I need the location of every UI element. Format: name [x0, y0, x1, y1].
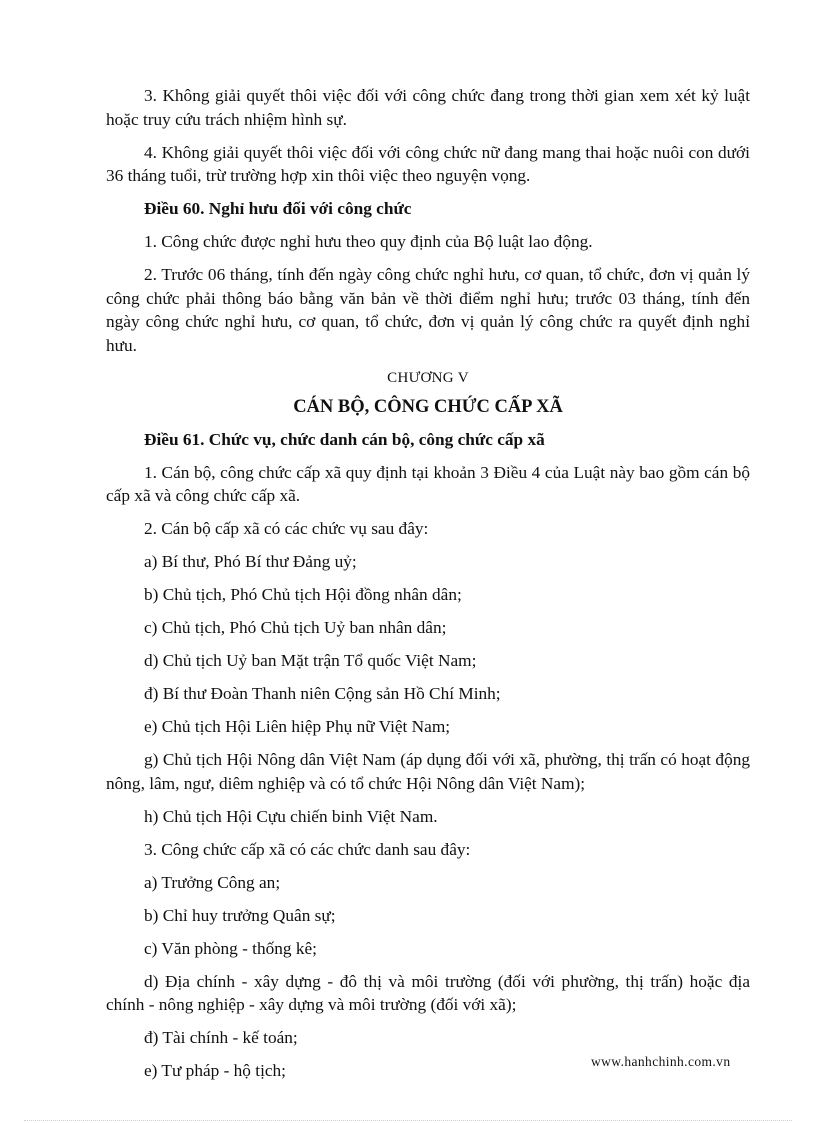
list-item: e) Chủ tịch Hội Liên hiệp Phụ nữ Việt Nam;	[144, 717, 451, 736]
paragraph-article-60-clause-2: 2. Trước 06 tháng, tính đến ngày công chức nghỉ hưu, cơ quan, tổ chức, đơn vị quản lý công chức phải thông báo bằng văn bản về thời điểm nghỉ hưu; trước 03 tháng, tính đến ngày công chức nghỉ hưu, cơ quan, tổ chức, đơn vị quản lý công chức ra quyết định nghỉ hưu.	[106, 265, 750, 355]
paragraph-article-61-clause-2: 2. Cán bộ cấp xã có các chức vụ sau đây:	[144, 519, 429, 538]
list-item: b) Chỉ huy trưởng Quân sự;	[144, 905, 336, 925]
paragraph-article-61-clause-1: 1. Cán bộ, công chức cấp xã quy định tại khoản 3 Điều 4 của Luật này bao gồm cán bộ cấp xã và công chức cấp xã.	[106, 462, 750, 505]
chapter-title: CÁN BỘ, CÔNG CHỨC CẤP XÃ	[293, 397, 563, 417]
list-item: đ) Bí thư Đoàn Thanh niên Cộng sản Hồ Chí Minh;	[144, 684, 501, 703]
list-item: e) Tư pháp - hộ tịch;	[144, 1061, 286, 1080]
list-item: a) Trưởng Công an;	[144, 872, 281, 892]
paragraph-clause-4: 4. Không giải quyết thôi việc đối với công chức nữ đang mang thai hoặc nuôi con dưới 36 tháng tuổi, trừ trường hợp xin thôi việc theo nguyện vọng.	[106, 142, 750, 185]
list-item: d) Địa chính - xây dựng - đô thị và môi trường (đối với phường, thị trấn) hoặc địa chính - nông nghiệp - xây dựng và môi trường (đối với xã);	[106, 971, 750, 1014]
list-item: b) Chủ tịch, Phó Chủ tịch Hội đồng nhân dân;	[144, 585, 462, 604]
list-item: đ) Tài chính - kế toán;	[144, 1028, 298, 1047]
footer-website: www.hanhchinh.com.vn	[591, 1054, 731, 1069]
page-bottom-divider	[24, 1120, 792, 1121]
list-item: g) Chủ tịch Hội Nông dân Việt Nam (áp dụng đối với xã, phường, thị trấn có hoạt động nông, lâm, ngư, diêm nghiệp và có tổ chức Hội Nông dân Việt Nam);	[106, 750, 750, 793]
paragraph-article-61-clause-3: 3. Công chức cấp xã có các chức danh sau đây:	[144, 839, 471, 859]
paragraph-clause-3: 3. Không giải quyết thôi việc đối với công chức đang trong thời gian xem xét kỷ luật hoặc truy cứu trách nhiệm hình sự.	[106, 86, 750, 129]
article-60-heading: Điều 60. Nghỉ hưu đối với công chức	[144, 199, 412, 218]
chapter-label: CHƯƠNG V	[387, 369, 469, 386]
document-page	[106, 84, 750, 1092]
article-61-heading: Điều 61. Chức vụ, chức danh cán bộ, công chức cấp xã	[144, 429, 545, 449]
list-item: d) Chủ tịch Uỷ ban Mặt trận Tổ quốc Việt Nam;	[144, 651, 477, 670]
list-item: h) Chủ tịch Hội Cựu chiến binh Việt Nam.	[144, 806, 438, 826]
list-item: a) Bí thư, Phó Bí thư Đảng uỷ;	[144, 552, 357, 571]
paragraph-article-60-clause-1: 1. Công chức được nghỉ hưu theo quy định của Bộ luật lao động.	[144, 232, 593, 251]
list-item: c) Chủ tịch, Phó Chủ tịch Uỷ ban nhân dân;	[144, 618, 447, 637]
list-item: c) Văn phòng - thống kê;	[144, 938, 317, 958]
